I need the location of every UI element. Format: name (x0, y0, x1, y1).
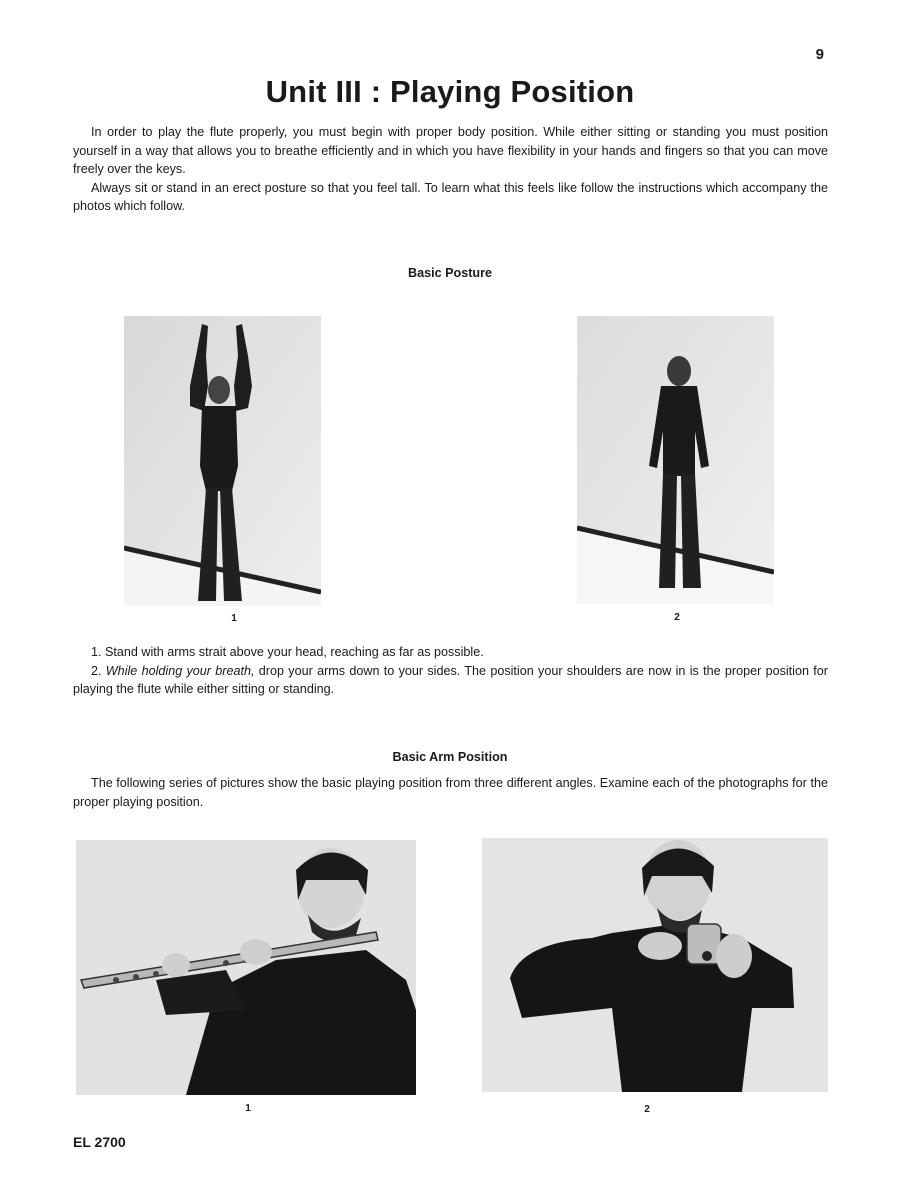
posture-photo-2-caption: 2 (674, 612, 680, 623)
flutist-side-view-photo (76, 840, 416, 1095)
arm-position-intro-text: The following series of pictures show the basic playing position from three different angles. Examine each of the photographs for the proper playing position. (73, 776, 828, 809)
posture-photo-1 (124, 316, 321, 606)
posture-step-2 (73, 662, 828, 699)
intro-text (73, 123, 828, 216)
posture-step-1: 1. Stand with arms strait above your head, reaching as far as possible. (91, 645, 484, 659)
intro-paragraph-1: In order to play the flute properly, you must begin with proper body position. While either sitting or standing you must position yourself in a way that allows you to breathe efficiently and in which you have flexibility in your hands and fingers so that you can move freely over the keys. (73, 125, 828, 176)
arm-photo-1 (76, 840, 416, 1095)
intro-paragraph-2: Always sit or stand in an erect posture so that you feel tall. To learn what this feels like follow the instructions which accompany the photos which follow. (73, 180, 828, 213)
person-arms-raised-photo (124, 316, 321, 606)
arm-position-intro (73, 774, 828, 811)
posture-step-2-prefix: 2. (91, 663, 106, 678)
section-heading-basic-arm-position: Basic Arm Position (392, 750, 508, 764)
arm-photo-2 (482, 838, 828, 1092)
footer-code: EL 2700 (73, 1134, 126, 1150)
person-arms-down-photo (577, 316, 774, 604)
posture-step-2-rest: drop your arms down to your sides. The position your shoulders are now in is the proper position for playing the flute while either sitting or standing. (73, 663, 828, 696)
section-heading-basic-posture: Basic Posture (408, 266, 492, 280)
posture-step-2-italic: While holding your breath, (105, 663, 255, 678)
page-number: 9 (815, 46, 824, 63)
flutist-front-view-photo (482, 838, 828, 1092)
arm-photo-1-caption: 1 (245, 1103, 251, 1114)
posture-photo-2 (577, 316, 774, 604)
posture-steps (73, 643, 828, 699)
page-title: Unit III : Playing Position (265, 74, 635, 109)
posture-photo-1-caption: 1 (231, 613, 237, 624)
arm-photo-2-caption: 2 (644, 1104, 650, 1115)
